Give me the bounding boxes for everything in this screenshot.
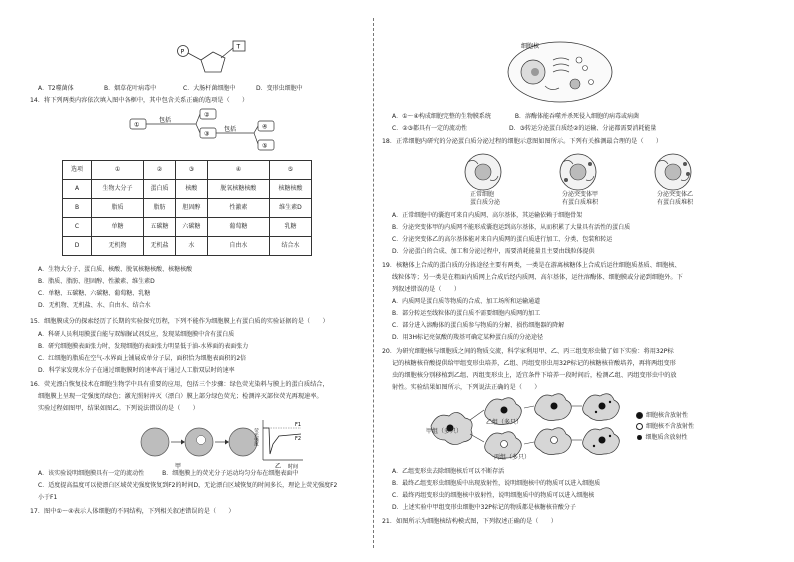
- table-header-cell: ④: [207, 161, 269, 180]
- q16-option-ab[interactable]: A．该实验说明细胞膜具有一定的流动性 B．细胞膜上的荧光分子运动均匀分布在细胞表面中: [38, 470, 299, 477]
- q13-option-c[interactable]: C．大肠杆菌细胞中: [183, 85, 236, 92]
- table-cell: 脂质: [92, 199, 144, 218]
- fluorescence-figure: [135, 414, 305, 470]
- table-header-cell: ③: [175, 161, 207, 180]
- table-header-cell: ⑤: [269, 161, 311, 180]
- q19-stem-line2: 线粒体等；另一类是在粗面内质网上合成后经内质网、高尔基体，运往溶酶体、细胞膜或分泌到细胞外。下: [392, 274, 683, 281]
- table-cell: 核酸: [175, 180, 207, 199]
- table-row: [63, 199, 312, 218]
- table-cell: 无机物: [92, 237, 144, 256]
- box-5-label: ⑤: [262, 142, 268, 150]
- q14-option-c[interactable]: C．单糖、五碳糖、六碳糖、葡萄糖、乳糖: [38, 290, 151, 297]
- q20-stem-line3: 虫的细胞核分别移植到乙组、丙组变形虫上，适宜条件下培养一段时间后，检测乙组、丙组变形虫中的放: [392, 372, 677, 379]
- caption-mutant-a-1: 分泌突变体甲: [562, 191, 599, 198]
- q19-option-d[interactable]: D．用3H标记亮氨酸的羧基可确定某种蛋白质的分泌途径: [392, 334, 543, 341]
- q16-option-cd[interactable]: C．适度提高温度可以使漂白区域荧光强度恢复到F2的时间D，无论漂白区域恢复的时间多长，理论上荧光强度F2: [38, 482, 338, 489]
- q18-stem: 18．正常细胞内研究的分泌蛋白质分泌过程的细胞示意图如图所示。下列有关推测最合理的是（ ）: [382, 138, 663, 145]
- q18-option-c[interactable]: C．分泌突变体乙的高尔基体能对来自内质网的蛋白质进行加工、分类、包装和转运: [392, 236, 613, 243]
- left-column: [0, 0, 372, 562]
- table-cell: D: [63, 237, 92, 256]
- caption-mutant-b-2: 有蛋白质堆积: [657, 199, 694, 206]
- nucleus-label: 细胞核: [521, 43, 540, 50]
- legend-dot-hollow-icon: [636, 423, 643, 430]
- box-2-label: ②: [204, 111, 210, 119]
- include-word-1: 包括: [159, 117, 172, 124]
- q18-option-b[interactable]: B．分泌突变体甲的内质网不能形成囊泡运到高尔基体，从而积累了大量具有活性的蛋白质: [392, 224, 631, 231]
- q20-option-d[interactable]: D．上述实验中甲组变形虫细胞中32P标记的物质都是核糖核苷酸分子: [392, 504, 576, 511]
- legend-item-nucleus-unlabeled: 细胞核不含放射性: [636, 423, 694, 430]
- pentose-ring: [201, 52, 225, 72]
- lysosome-icon: [570, 79, 580, 89]
- table-cell: 水: [175, 237, 207, 256]
- table-header-cell: 选项: [63, 161, 92, 180]
- box-4-label: ④: [262, 123, 268, 131]
- nucleolus-icon: [531, 68, 539, 76]
- table-cell: 胆固醇: [175, 199, 207, 218]
- q14-option-b[interactable]: B．脂质、脂肪、胆固醇、性激素、维生素D: [38, 278, 155, 285]
- vesicle-icon: [583, 66, 588, 71]
- base-label: T: [236, 43, 241, 51]
- fig-jia-label: 甲: [175, 463, 182, 470]
- table-row: [63, 180, 312, 199]
- inclusion-diagram: [128, 104, 288, 156]
- table-cell: 核糖核酸: [269, 180, 311, 199]
- q18-option-a[interactable]: A．正常细胞中的囊泡可来自内质网、高尔基体，其运输依赖于细胞骨架: [392, 212, 583, 219]
- bond-line: [188, 53, 201, 60]
- q19-option-b[interactable]: B．部分转运至线粒体的蛋白质不需要细胞内质网的加工: [392, 310, 541, 317]
- q16-stem-line1: 16．荧光漂白恢复技术在细胞生物学中具有重要的应用，包括三个步骤：绿色荧光染料与膜上的蛋白质结合，: [30, 381, 329, 388]
- mutant-a-cell-icon: [560, 154, 596, 190]
- base-bond: [221, 48, 233, 58]
- q15-stem: 15．细胞膜成分的探索经历了长期的实验探究历程，下列不能作为细胞膜上有蛋白质的实验证据的是（ ）: [30, 318, 329, 325]
- table-row: [63, 218, 312, 237]
- q20-stem-line2: 记的核糖核苷酸提供给甲组变形虫培养，乙组、丙组变形虫用32P标记的核糖核苷酸培养，再将两组变形: [392, 360, 676, 367]
- q14-table: [62, 160, 312, 256]
- q17-stem: 17．图中①～④表示人体细胞的不同结构，下列相关叙述错误的是（ ）: [30, 508, 235, 515]
- include-word-2: 包括: [224, 126, 237, 133]
- legend-dot-solid-icon: [636, 412, 643, 419]
- q16-stem-line2: 细胞膜上呈现一定强度的绿色；激光照射淬灭（漂白）膜上部分绿色荧光；检测淬灭部位荧光再现速率。: [38, 393, 323, 400]
- q20-option-b[interactable]: B．最终乙组变形虫细胞质中出现放射性，说明细胞核中的物质可以进入细胞质: [392, 480, 601, 487]
- q19-option-c[interactable]: C．部分进入溶酶体的蛋白质参与物质的分解、损伤细胞器的降解: [392, 322, 565, 329]
- box-1-label: ①: [134, 121, 140, 129]
- table-header-row: [63, 161, 312, 180]
- vesicle-icon: [589, 80, 594, 85]
- mutant-b-cell-icon: [655, 154, 691, 190]
- table-cell: A: [63, 180, 92, 199]
- table-cell: C: [63, 218, 92, 237]
- q20-stem-line1: 20．为研究细胞核与细胞质之间的物质交流，科学家利用甲、乙、丙三组变形虫做了如下实验：将用32P标: [382, 348, 674, 355]
- q18-option-d[interactable]: D．分泌蛋白的合成、加工和分泌过程中，需要消耗能量且主要由线粒体提供: [392, 248, 595, 255]
- phosphate-label: P: [180, 48, 185, 56]
- legend-item-nucleus-labeled: 细胞核含放射性: [636, 412, 688, 419]
- q20-option-a[interactable]: A．乙组变形虫去除细胞核后可以不断存活: [392, 468, 505, 475]
- bleached-spot-icon: [197, 436, 206, 445]
- q17-option-ab[interactable]: A．①～④构成细胞完整的生物膜系统 B．溶酶体能吞噬并杀死侵入细胞的病毒或病菌: [392, 113, 639, 120]
- table-cell: 六碳糖: [175, 218, 207, 237]
- table-cell: 单糖: [92, 218, 144, 237]
- label-group-yi: 乙组（多只）: [486, 419, 523, 426]
- right-column: [378, 0, 794, 562]
- q15-option-c[interactable]: C．红细胞的脂质在空气-水界面上铺展成单分子层，面积恰为细胞表面积的2倍: [38, 355, 247, 362]
- q13-option-b[interactable]: B．烟草花叶病毒中: [104, 85, 157, 92]
- q13-option-d[interactable]: D．变形虫细胞中: [256, 85, 303, 92]
- amoeba-experiment-figure: [426, 390, 626, 462]
- normal-cell-icon: [465, 154, 501, 190]
- cell-before-icon: [141, 428, 169, 456]
- table-cell: 脱氧核糖核酸: [207, 180, 269, 199]
- q20-option-c[interactable]: C．最终丙组变形虫的细胞核中放射性，说明细胞质中的物质可以进入细胞核: [392, 492, 595, 499]
- box-3-label: ③: [204, 130, 210, 138]
- table-cell: 无机盐: [144, 237, 176, 256]
- q20-stem-line4: 射性。实验结果如图所示，下列说法正确的是（ ）: [392, 384, 541, 391]
- column-divider: [373, 18, 374, 548]
- q15-option-d[interactable]: D．科学家发现水分子在通过细胞膜时的速率高于通过人工脂双层时的速率: [38, 367, 235, 374]
- q16-option-d-cont: 小于F1: [38, 494, 58, 501]
- table-cell: 脂肪: [144, 199, 176, 218]
- q19-stem-line1: 19．核糖体上合成的蛋白质的分拣途径主要有两类，一类是在游离核糖体上合成后运往细胞质基质、细胞核、: [382, 262, 681, 269]
- q16-stem-line3: 实验过程如图甲，结果如图乙。下列说法错误的是（ ）: [38, 405, 199, 412]
- q15-option-a[interactable]: A．科研人员利用膜蛋白能与双缩脲试剂反应，发现某细胞膜中含有蛋白质: [38, 331, 235, 338]
- q15-option-b[interactable]: B．研究细胞膜表面张力时，发现细胞的表面张力明显低于油-水界面的表面张力: [38, 343, 249, 350]
- y-axis-label: 荧光强度: [253, 428, 259, 446]
- q17-option-cd[interactable]: C．②③都具有一定的流动性 D．③转运分泌蛋白质经②的运输、分泌都需要消耗能量: [392, 125, 657, 132]
- table-cell: B: [63, 199, 92, 218]
- legend-dot-small-icon: [637, 435, 642, 440]
- nucleotide-figure: [165, 36, 275, 84]
- vesicle-icon: [576, 57, 582, 63]
- q14-stem: 14．将下列两类内容依次填入图中各框中，其中包含关系正确的选项是（ ）: [30, 97, 249, 104]
- table-header-cell: ①: [92, 161, 144, 180]
- caption-mutant-a-2: 有蛋白质堆积: [562, 199, 599, 206]
- table-cell: 葡萄糖: [207, 218, 269, 237]
- table-header-cell: ②: [144, 161, 176, 180]
- table-cell: 维生素D: [269, 199, 311, 218]
- table-cell: 五碳糖: [144, 218, 176, 237]
- table-cell: 结合水: [269, 237, 311, 256]
- q19-stem-line3: 列叙述错误的是（ ）: [392, 286, 461, 293]
- caption-mutant-b-1: 分泌突变体乙: [657, 191, 694, 198]
- table-cell: 乳糖: [269, 218, 311, 237]
- label-group-bing: 丙组（多只）: [494, 454, 531, 461]
- label-group-jia: 甲组（多只）: [426, 428, 463, 435]
- q13-option-a[interactable]: A．T2噬菌体: [38, 85, 74, 92]
- q14-option-a[interactable]: A．生物大分子、蛋白质、核酸、脱氧核糖核酸、核糖核酸: [38, 266, 193, 273]
- caption-normal-1: 正常细胞: [470, 191, 495, 198]
- q14-option-d[interactable]: D．无机物、无机盐、水、自由水、结合水: [38, 302, 151, 309]
- cell-structure-figure: [505, 38, 615, 104]
- table-cell: 生物大分子: [92, 180, 144, 199]
- table-cell: 蛋白质: [144, 180, 176, 199]
- table-row: [63, 237, 312, 256]
- q19-option-a[interactable]: A．内质网是蛋白质等物质的合成、加工场所和运输通道: [392, 298, 541, 305]
- x-axis-label: 时间: [288, 464, 299, 470]
- table-cell: 性激素: [207, 199, 269, 218]
- fig-yi-label: 乙: [275, 463, 282, 470]
- legend-item-cytoplasm-labeled: 细胞质含放射性: [636, 434, 688, 441]
- f2-label: F2: [295, 436, 302, 442]
- q21-stem: 21．如图所示为细胞核结构模式图，下列叙述正确的是（ ）: [382, 518, 557, 525]
- f1-label: F1: [295, 422, 302, 428]
- caption-normal-2: 蛋白质分泌: [470, 199, 501, 206]
- table-cell: 自由水: [207, 237, 269, 256]
